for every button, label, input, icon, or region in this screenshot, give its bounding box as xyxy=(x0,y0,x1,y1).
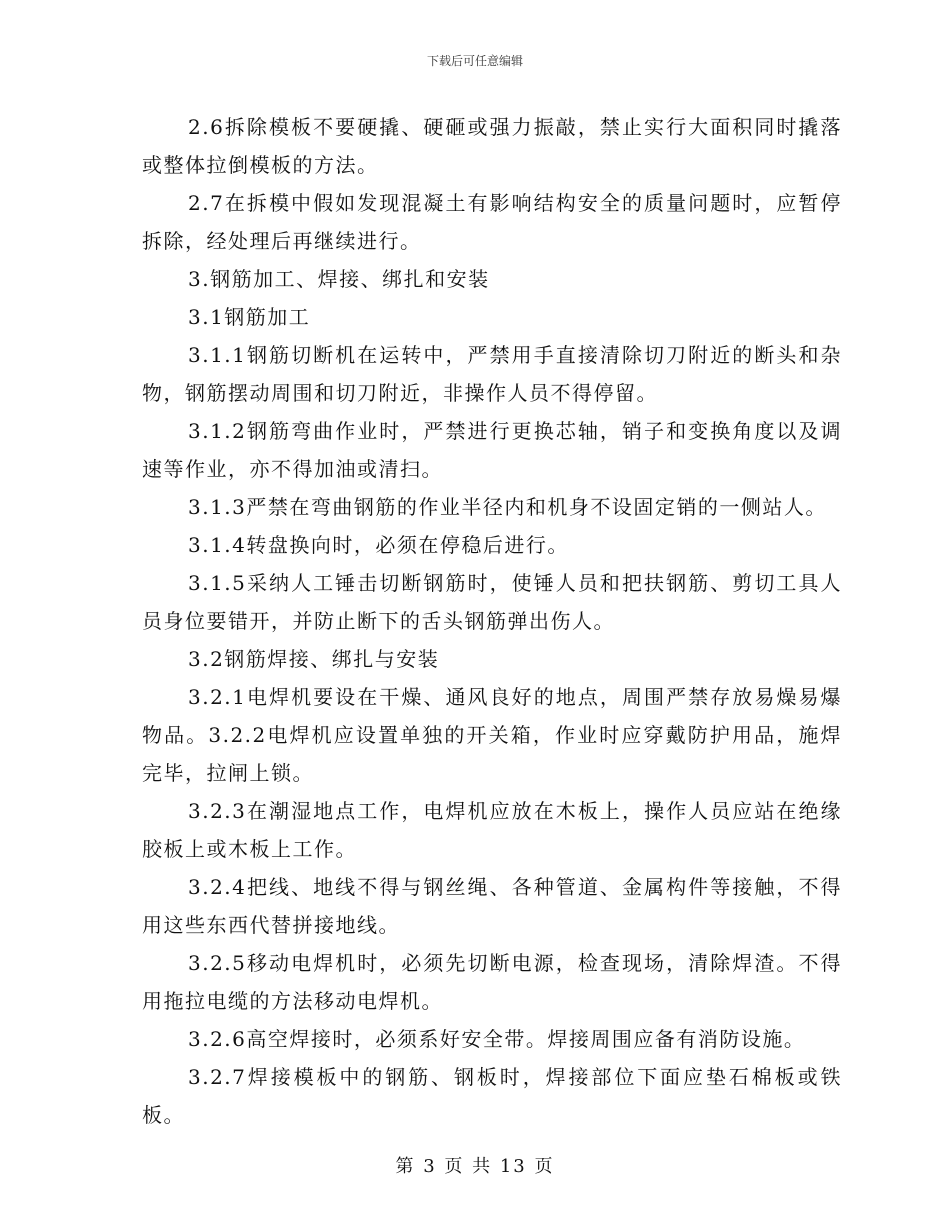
paragraph: 3.2.7焊接模板中的钢筋、钢板时，焊接部位下面应垫石棉板或铁板。 xyxy=(142,1065,842,1127)
paragraph: 3.2.1电焊机要设在干燥、通风良好的地点，周围严禁存放易燥易爆物品。3.2.2电焊机应设置单独的开关箱，作业时应穿戴防护用品，施焊完毕，拉闸上锁。 xyxy=(142,685,842,785)
paragraph: 3.1.2钢筋弯曲作业时，严禁进行更换芯轴，销子和变换角度以及调速等作业，亦不得加油或清扫。 xyxy=(142,419,842,481)
paragraph: 3.2.4把线、地线不得与钢丝绳、各种管道、金属构件等接触，不得用这些东西代替拼接地线。 xyxy=(142,875,842,937)
paragraph: 3.1.5采纳人工锤击切断钢筋时，使锤人员和把扶钢筋、剪切工具人员身位要错开，并防止断下的舌头钢筋弹出伤人。 xyxy=(142,571,842,633)
section-heading: 3.钢筋加工、焊接、绑扎和安装 xyxy=(188,267,490,291)
paragraph: 3.2.3在潮湿地点工作，电焊机应放在木板上，操作人员应站在绝缘胶板上或木板上工作。 xyxy=(142,799,842,861)
paragraph: 2.6拆除模板不要硬撬、硬砸或强力振敲，禁止实行大面积同时撬落或整体拉倒模板的方法。 xyxy=(142,115,842,177)
subsection-heading: 3.1钢筋加工 xyxy=(188,305,311,329)
paragraph: 2.7在拆模中假如发现混凝土有影响结构安全的质量问题时，应暂停拆除，经处理后再继续进行。 xyxy=(142,191,842,253)
paragraph: 3.2.5移动电焊机时，必须先切断电源，检查现场，清除焊渣。不得用拖拉电缆的方法移动电焊机。 xyxy=(142,951,842,1013)
paragraph: 3.1.1钢筋切断机在运转中，严禁用手直接清除切刀附近的断头和杂物，钢筋摆动周围和切刀附近，非操作人员不得停留。 xyxy=(142,343,842,405)
document-body xyxy=(142,108,842,1134)
paragraph: 3.2.6高空焊接时，必须系好安全带。焊接周围应备有消防设施。 xyxy=(188,1027,806,1051)
page-number: 第 3 页 共 13 页 xyxy=(395,1156,555,1177)
subsection-heading: 3.2钢筋焊接、绑扎与安装 xyxy=(188,647,440,671)
paragraph: 3.1.4转盘换向时，必须在停稳后进行。 xyxy=(188,533,569,557)
paragraph: 3.1.3严禁在弯曲钢筋的作业半径内和机身不设固定销的一侧站人。 xyxy=(188,495,827,519)
page-header: 下载后可任意编辑 xyxy=(426,54,523,68)
